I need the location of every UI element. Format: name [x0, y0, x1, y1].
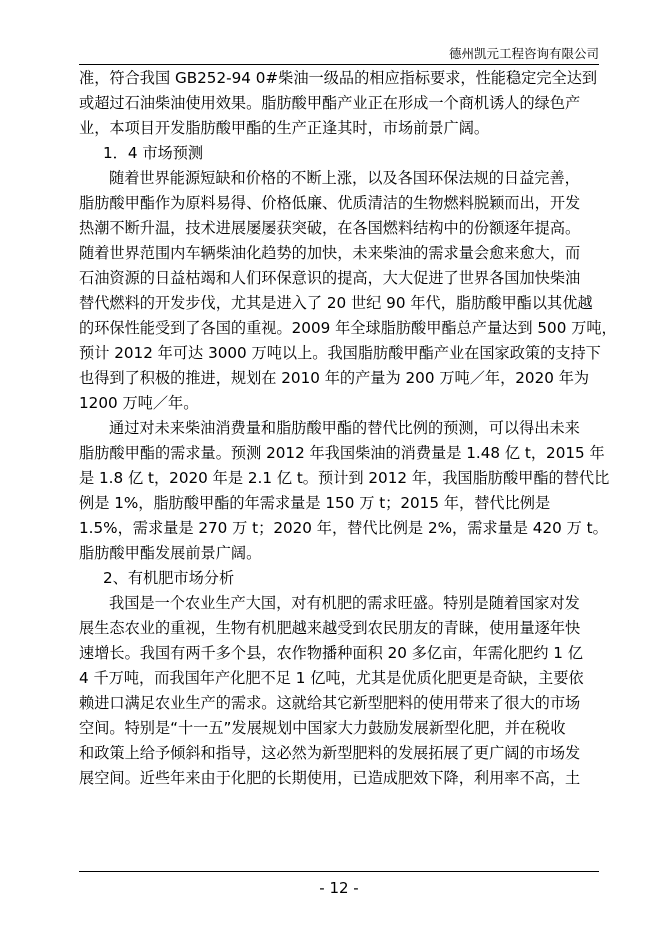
company-name: 德州凯元工程咨询有限公司 — [448, 46, 599, 61]
section-heading: 2、有机肥市场分析 — [103, 569, 235, 587]
paragraph-line: 业，本项目开发脂肪酸甲酯的生产正逢其时，市场前景广阔。 — [79, 119, 490, 137]
paragraph-line: 展生态农业的重视，生物有机肥越来越受到农民朋友的青睐，使用量逐年快 — [79, 619, 581, 637]
document-body — [79, 66, 617, 791]
paragraph-line: 例是 1%，脂肪酸甲酯的年需求量是 150 万 t；2015 年，替代比例是 — [79, 494, 551, 512]
paragraph-line: 准，符合我国 GB252-94 0#柴油一级品的相应指标要求，性能稳定完全达到 — [79, 69, 598, 87]
paragraph-line: 空间。特别是“十一五”发展规划中国家大力鼓励发展新型化肥，并在税收 — [79, 719, 566, 737]
paragraph-line: 预计 2012 年可达 3000 万吨以上。我国脂肪酸甲酯产业在国家政策的支持下 — [79, 344, 601, 362]
paragraph-line: 通过对未来柴油消费量和脂肪酸甲酯的替代比例的预测，可以得出未来 — [109, 419, 580, 437]
paragraph-line: 和政策上给予倾斜和指导，这必然为新型肥料的发展拓展了更广阔的市场发 — [79, 744, 581, 762]
page-header — [79, 44, 599, 65]
paragraph-line: 也得到了积极的推进，规划在 2010 年的产量为 200 万吨／年，2020 年为 — [79, 369, 590, 387]
paragraph-line: 替代燃料的开发步伐，尤其是进入了 20 世纪 90 年代，脂肪酸甲酯以其优越 — [79, 294, 593, 312]
paragraph-line: 随着世界范围内车辆柴油化趋势的加快，未来柴油的需求量会愈来愈大，而 — [79, 244, 581, 262]
page-footer — [79, 871, 599, 900]
paragraph-line: 脂肪酸甲酯的需求量。预测 2012 年我国柴油的消费量是 1.48 亿 t，2015 年 — [79, 444, 605, 462]
paragraph-line: 随着世界能源短缺和价格的不断上涨，以及各国环保法规的日益完善， — [109, 169, 580, 187]
paragraph-line: 1.5%，需求量是 270 万 t；2020 年，替代比例是 2%，需求量是 420 万 t。 — [79, 519, 608, 537]
section-heading: 1．4 市场预测 — [103, 144, 204, 162]
paragraph-line: 我国是一个农业生产大国，对有机肥的需求旺盛。特别是随着国家对发 — [109, 594, 580, 612]
paragraph-line: 石油资源的日益枯竭和人们环保意识的提高，大大促进了世界各国加快柴油 — [79, 269, 581, 287]
paragraph-line: 热潮不断升温，技术进展屡屡获突破，在各国燃料结构中的份额逐年提高。 — [79, 219, 581, 237]
paragraph-line: 展空间。近些年来由于化肥的长期使用，已造成肥效下降，利用率不高，土 — [79, 769, 581, 787]
paragraph-line: 的环保性能受到了各国的重视。2009 年全球脂肪酸甲酯总产量达到 500 万吨， — [79, 319, 617, 337]
paragraph-line: 脂肪酸甲酯作为原料易得、价格低廉、优质清洁的生物燃料脱颖而出，开发 — [79, 194, 581, 212]
paragraph-line: 速增长。我国有两千多个县，农作物播种面积 20 多亿亩，年需化肥约 1 亿 — [79, 644, 583, 662]
paragraph-line: 赖进口满足农业生产的需求。这就给其它新型肥料的使用带来了很大的市场 — [79, 694, 581, 712]
paragraph-line: 1200 万吨／年。 — [79, 394, 199, 412]
paragraph-line: 4 千万吨，而我国年产化肥不足 1 亿吨，尤其是优质化肥更是奇缺，主要依 — [79, 669, 584, 687]
paragraph-line: 或超过石油柴油使用效果。脂肪酸甲酯产业正在形成一个商机诱人的绿色产 — [79, 94, 581, 112]
page-number: - 12 - — [319, 879, 359, 897]
paragraph-line: 脂肪酸甲酯发展前景广阔。 — [79, 544, 262, 562]
paragraph-line: 是 1.8 亿 t，2020 年是 2.1 亿 t。预计到 2012 年，我国脂肪酸甲酯的替代比 — [79, 469, 610, 487]
